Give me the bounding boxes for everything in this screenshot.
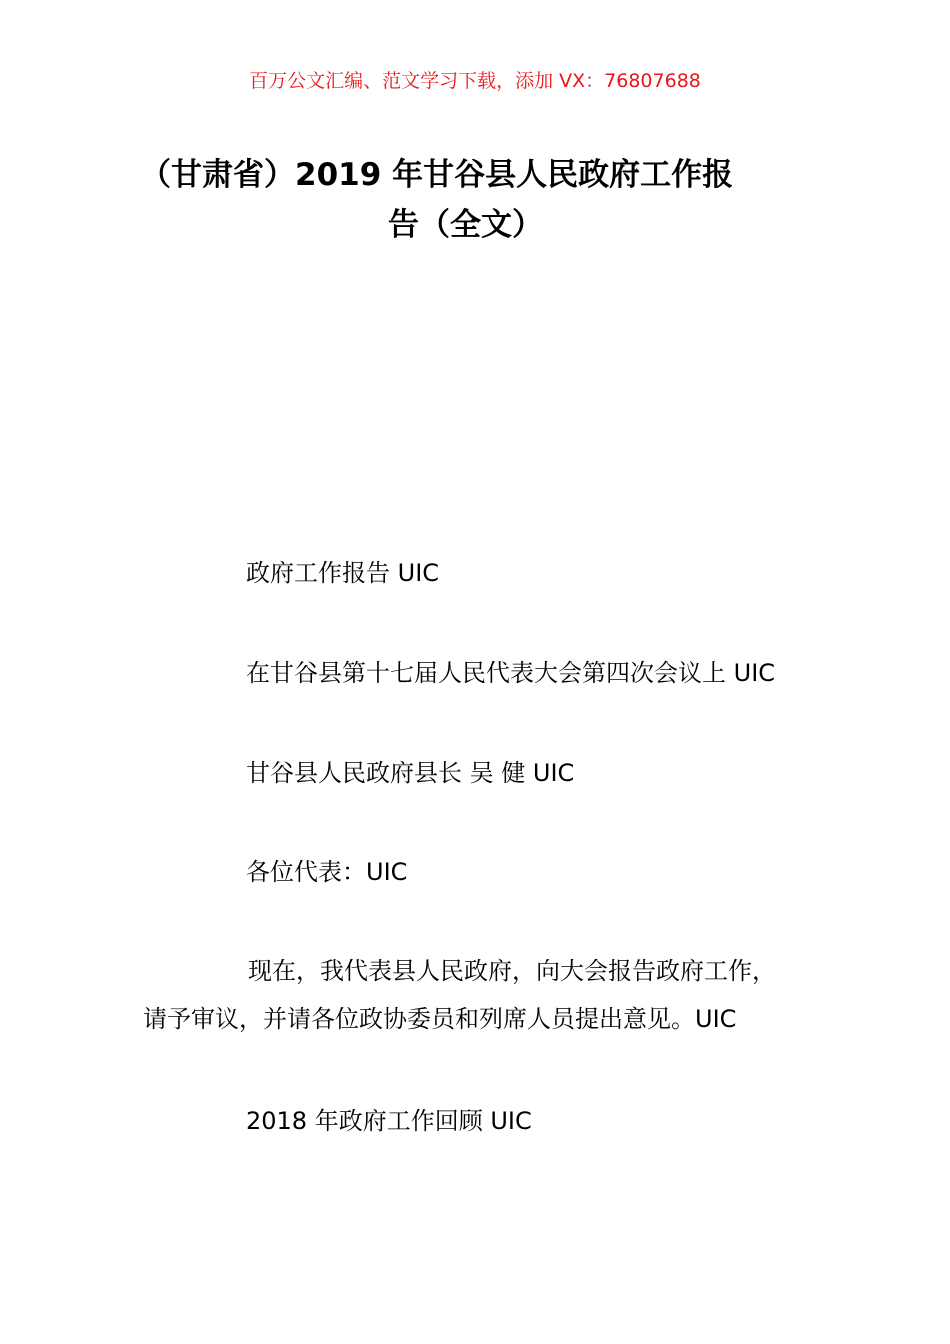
- paragraph-greeting: 各位代表：UIC: [246, 858, 408, 886]
- header-note: 百万公文汇编、范文学习下载，添加 VX：76807688: [249, 70, 701, 92]
- paragraph-meeting: 在甘谷县第十七届人民代表大会第四次会议上 UIC: [246, 659, 776, 687]
- paragraph-report-name: 政府工作报告 UIC: [246, 559, 440, 587]
- section-heading-review: 2018 年政府工作回顾 UIC: [246, 1107, 532, 1135]
- document-title-line2: 告（全文）: [388, 207, 543, 243]
- paragraph-intro: [143, 947, 843, 1043]
- document-title: [140, 150, 820, 250]
- paragraph-intro-line2: 请予审议，并请各位政协委员和列席人员提出意见。UIC: [143, 1005, 737, 1033]
- document-title-line1: （甘肃省）2019 年甘谷县人民政府工作报: [140, 157, 734, 193]
- paragraph-speaker: 甘谷县人民政府县长 吴 健 UIC: [246, 759, 575, 787]
- paragraph-intro-line1: 现在，我代表县人民政府，向大会报告政府工作，: [248, 957, 776, 985]
